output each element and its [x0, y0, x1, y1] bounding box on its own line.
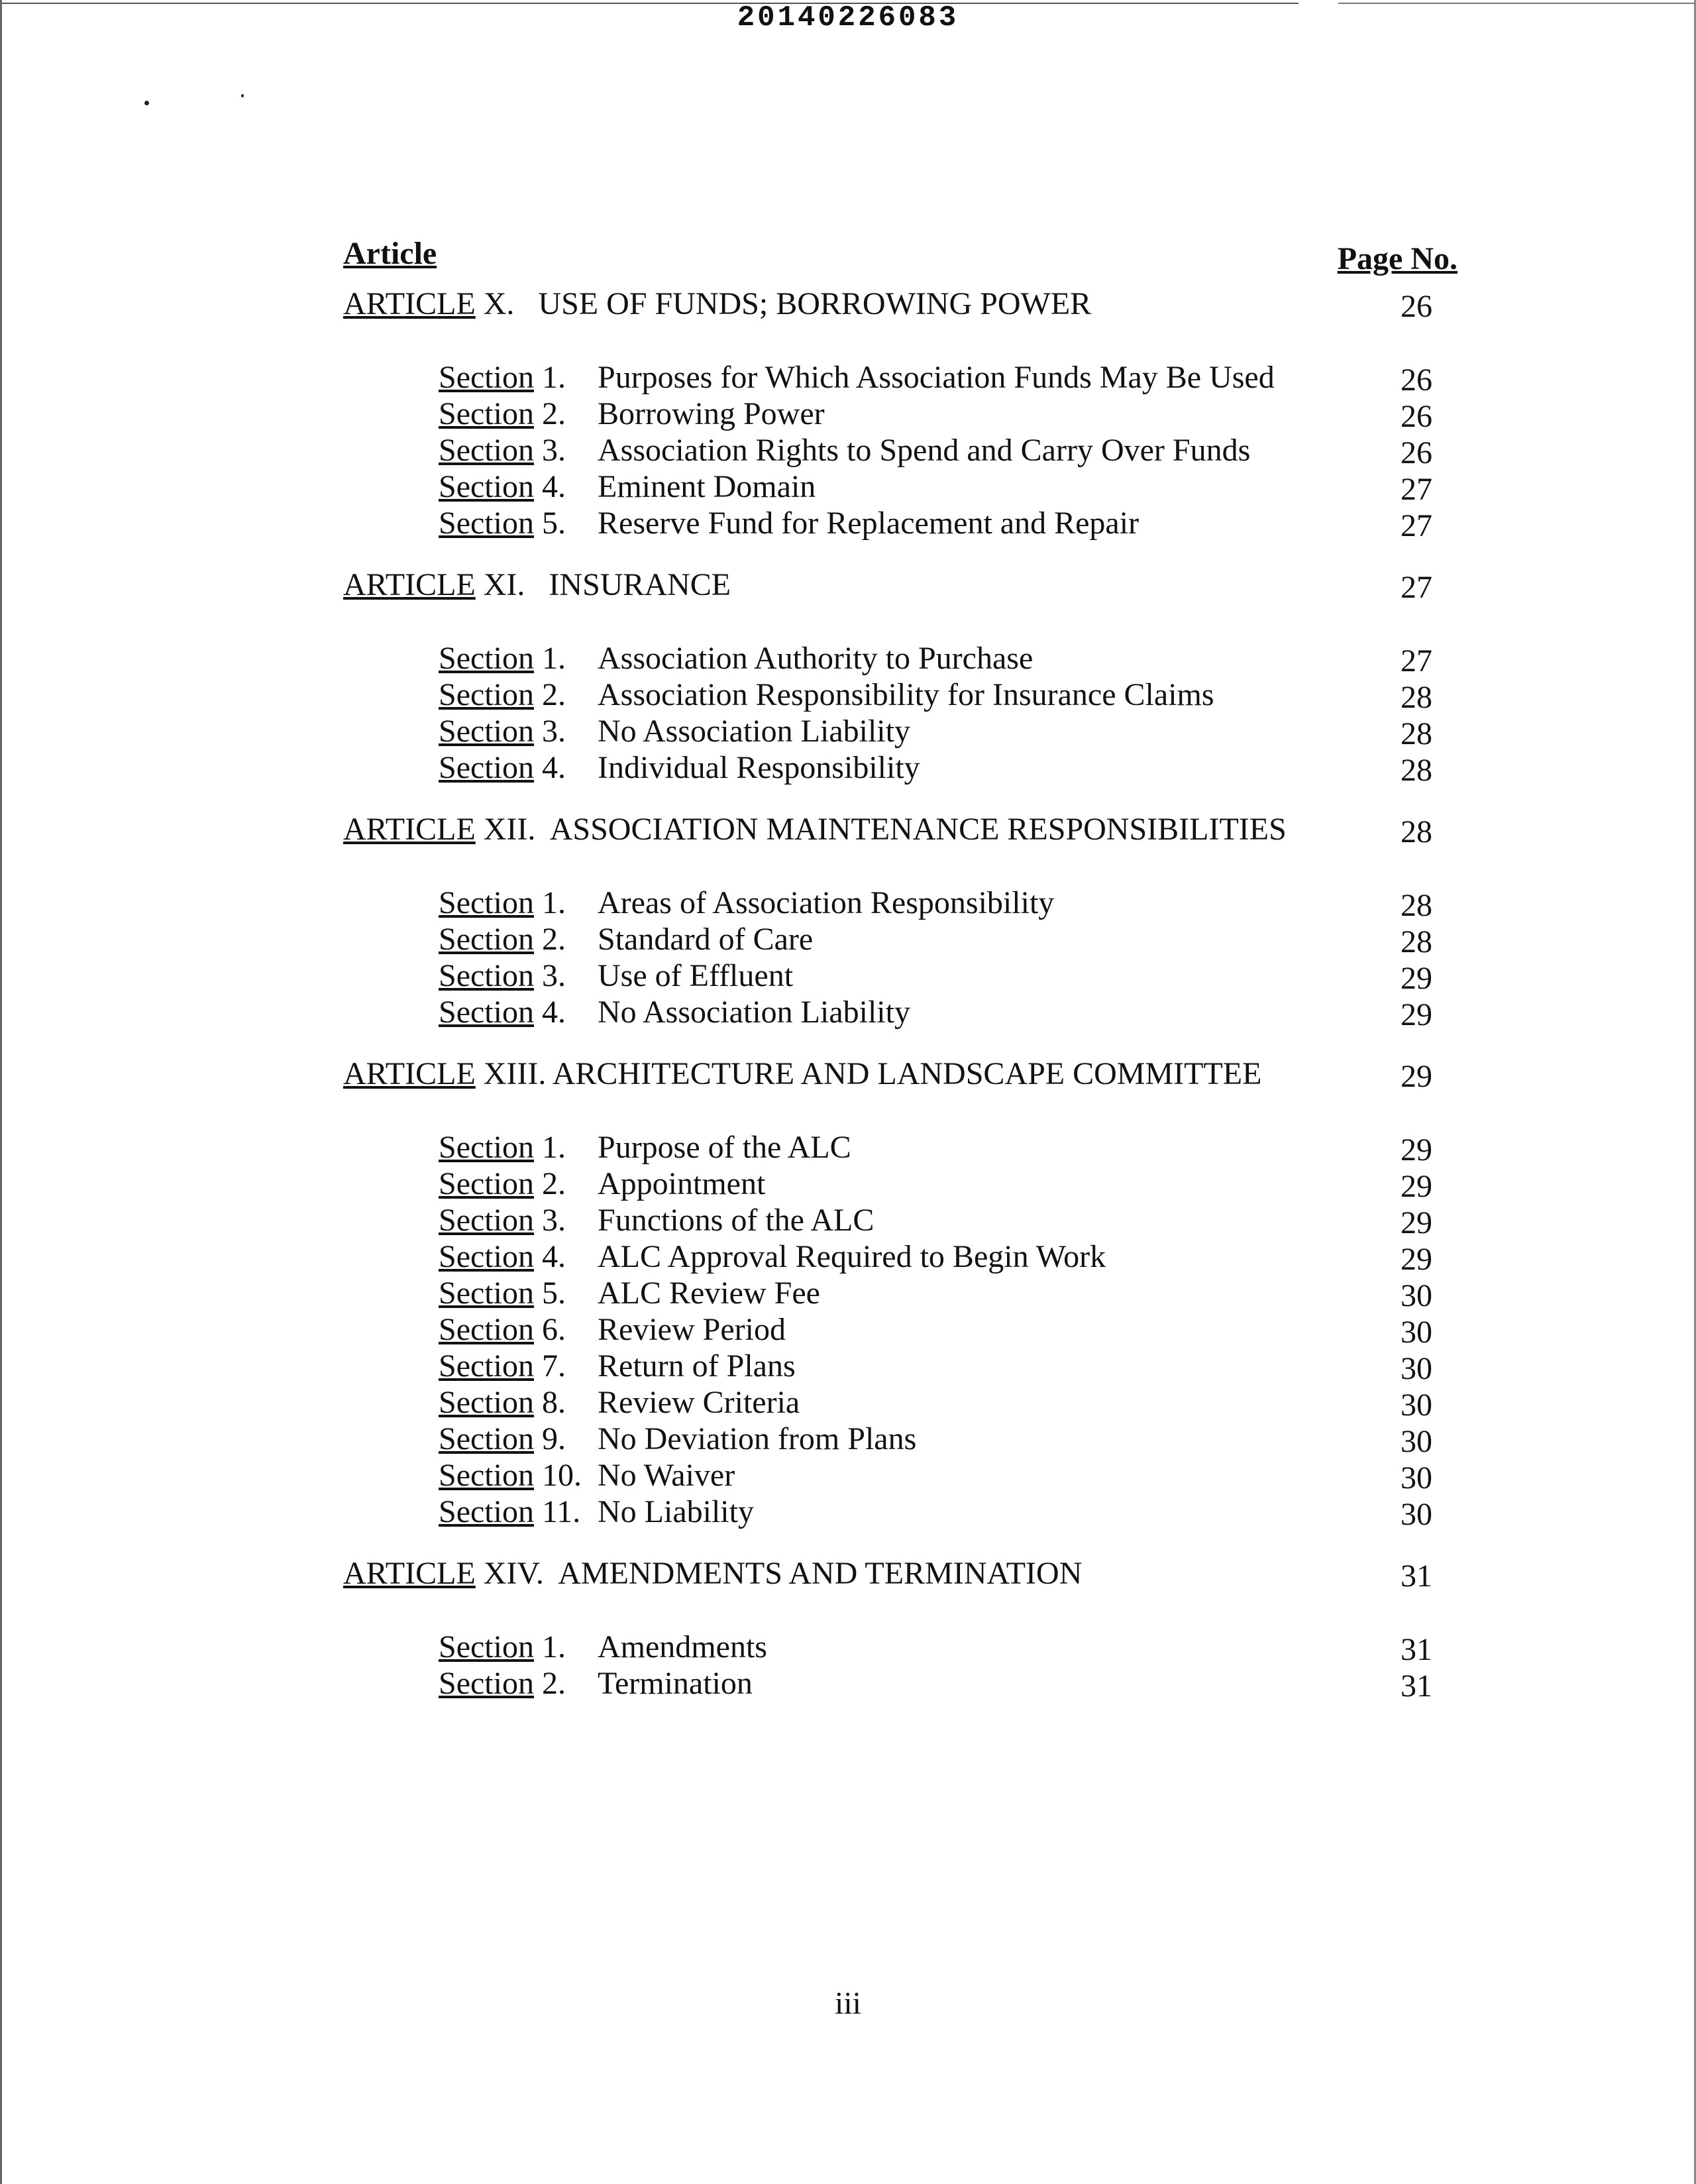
section-entry	[338, 1311, 1458, 1348]
section-entry	[338, 1384, 1458, 1421]
section-word: Section	[439, 922, 534, 957]
article-page-number: 29	[1401, 1059, 1432, 1094]
section-page-number: 29	[1401, 961, 1432, 996]
section-title: No Deviation from Plans	[598, 1421, 917, 1456]
section-number: 4.	[533, 750, 566, 785]
section-title: Termination	[598, 1666, 753, 1701]
section-label	[439, 1629, 566, 1665]
article-word: ARTICLE	[343, 567, 476, 602]
section-number: 2.	[533, 922, 566, 957]
section-number: 2.	[533, 1166, 566, 1201]
section-title: Individual Responsibility	[598, 750, 920, 785]
section-page-number: 30	[1401, 1388, 1432, 1423]
page-number-column-heading: Page No.	[1337, 241, 1458, 276]
section-entry	[338, 1629, 1458, 1665]
section-word: Section	[439, 995, 534, 1030]
section-page-number: 29	[1401, 997, 1432, 1032]
section-number: 7.	[533, 1348, 566, 1384]
section-label	[439, 957, 566, 994]
section-word: Section	[439, 641, 534, 676]
section-number: 11.	[533, 1494, 581, 1529]
section-number: 3.	[533, 958, 566, 993]
section-entry	[338, 1238, 1458, 1275]
section-number: 1.	[533, 885, 566, 920]
article-label	[343, 1555, 1082, 1592]
section-page-number: 30	[1401, 1460, 1432, 1496]
section-word: Section	[439, 1276, 534, 1311]
section-label	[439, 1421, 566, 1457]
section-word: Section	[439, 677, 534, 712]
section-entry	[338, 432, 1458, 468]
section-label	[439, 1665, 566, 1702]
section-entry	[338, 1166, 1458, 1202]
section-title: Borrowing Power	[598, 396, 825, 431]
section-title: Functions of the ALC	[598, 1203, 874, 1238]
section-entry	[338, 396, 1458, 432]
section-page-number: 31	[1401, 1668, 1432, 1704]
section-entry	[338, 885, 1458, 921]
section-label	[439, 921, 566, 957]
section-label	[439, 885, 566, 921]
section-number: 4.	[533, 469, 566, 504]
section-title: Return of Plans	[598, 1348, 796, 1384]
section-number: 4.	[533, 995, 566, 1030]
section-page-number: 30	[1401, 1424, 1432, 1459]
section-word: Section	[439, 1385, 534, 1420]
section-label	[439, 713, 566, 749]
section-number: 2.	[533, 677, 566, 712]
section-page-number: 26	[1401, 435, 1432, 470]
scan-speck	[241, 94, 244, 97]
section-number: 5.	[533, 506, 566, 541]
section-word: Section	[439, 1666, 534, 1701]
table-of-contents	[338, 235, 1458, 1702]
section-word: Section	[439, 714, 534, 749]
section-page-number: 29	[1401, 1132, 1432, 1168]
section-label	[439, 1129, 566, 1166]
section-label	[439, 1384, 566, 1421]
section-label	[439, 432, 566, 468]
section-title: No Liability	[598, 1494, 754, 1529]
section-title: Use of Effluent	[598, 958, 794, 993]
section-entry	[338, 1275, 1458, 1311]
section-number: 4.	[533, 1239, 566, 1274]
article-title: XI. INSURANCE	[475, 567, 731, 602]
section-number: 6.	[533, 1312, 566, 1347]
section-page-number: 27	[1401, 508, 1432, 543]
article-column-heading: Article	[343, 236, 437, 271]
section-label	[439, 1275, 566, 1311]
section-word: Section	[439, 750, 534, 785]
section-title: Areas of Association Responsibility	[598, 885, 1055, 920]
section-title: Review Period	[598, 1312, 786, 1347]
section-word: Section	[439, 360, 534, 395]
article-label	[343, 1056, 1261, 1092]
section-word: Section	[439, 433, 534, 468]
section-word: Section	[439, 506, 534, 541]
section-entry	[338, 1457, 1458, 1494]
section-entry	[338, 1202, 1458, 1238]
section-number: 2.	[533, 396, 566, 431]
article-word: ARTICLE	[343, 1556, 476, 1591]
section-page-number: 26	[1401, 362, 1432, 398]
page-footer-number: iii	[834, 1986, 861, 2021]
section-title: Appointment	[598, 1166, 766, 1201]
section-entry	[338, 921, 1458, 957]
section-number: 10.	[533, 1458, 582, 1493]
section-word: Section	[439, 1166, 534, 1201]
section-number: 1.	[533, 360, 566, 395]
section-word: Section	[439, 885, 534, 920]
article-word: ARTICLE	[343, 286, 476, 321]
section-title: Purposes for Which Association Funds May Be Used	[598, 360, 1275, 395]
section-page-number: 29	[1401, 1205, 1432, 1240]
section-label	[439, 505, 566, 541]
section-entry	[338, 1494, 1458, 1530]
article-word: ARTICLE	[343, 812, 476, 847]
section-label	[439, 994, 566, 1030]
section-page-number: 26	[1401, 399, 1432, 434]
section-title: Association Rights to Spend and Carry Over Funds	[598, 433, 1251, 468]
section-word: Section	[439, 1494, 534, 1529]
section-title: No Waiver	[598, 1458, 735, 1493]
section-number: 3.	[533, 714, 566, 749]
article-entry	[338, 1555, 1458, 1592]
section-entry	[338, 640, 1458, 677]
section-page-number: 29	[1401, 1169, 1432, 1204]
section-title: Eminent Domain	[598, 469, 816, 504]
section-page-number: 27	[1401, 643, 1432, 679]
section-title: Reserve Fund for Replacement and Repair	[598, 506, 1140, 541]
section-label	[439, 677, 566, 713]
section-label	[439, 359, 566, 396]
section-word: Section	[439, 1312, 534, 1347]
section-label	[439, 1311, 566, 1348]
scan-border-left	[0, 0, 2, 2184]
section-number: 9.	[533, 1421, 566, 1456]
section-label	[439, 396, 566, 432]
section-title: ALC Review Fee	[598, 1276, 820, 1311]
section-page-number: 30	[1401, 1315, 1432, 1350]
toc-body	[338, 286, 1458, 1702]
section-word: Section	[439, 1348, 534, 1384]
section-entry	[338, 359, 1458, 396]
section-title: ALC Approval Required to Begin Work	[598, 1239, 1106, 1274]
section-word: Section	[439, 958, 534, 993]
section-page-number: 27	[1401, 472, 1432, 507]
section-page-number: 28	[1401, 888, 1432, 923]
section-number: 1.	[533, 1130, 566, 1165]
section-label	[439, 1238, 566, 1275]
section-number: 5.	[533, 1276, 566, 1311]
toc-header	[338, 235, 1458, 282]
section-label	[439, 1166, 566, 1202]
article-label	[343, 811, 1287, 847]
article-entry	[338, 1056, 1458, 1092]
section-label	[439, 640, 566, 677]
article-page-number: 28	[1401, 814, 1432, 849]
section-page-number: 31	[1401, 1632, 1432, 1667]
section-title: Association Responsibility for Insurance Claims	[598, 677, 1214, 712]
section-label	[439, 749, 566, 786]
section-word: Section	[439, 469, 534, 504]
section-entry	[338, 505, 1458, 541]
section-number: 1.	[533, 641, 566, 676]
section-title: Purpose of the ALC	[598, 1130, 851, 1165]
section-page-number: 28	[1401, 680, 1432, 715]
section-entry	[338, 468, 1458, 505]
section-title: Review Criteria	[598, 1385, 800, 1420]
section-title: Standard of Care	[598, 922, 814, 957]
section-number: 1.	[533, 1629, 566, 1665]
section-entry	[338, 713, 1458, 749]
section-page-number: 28	[1401, 924, 1432, 959]
section-title: No Association Liability	[598, 714, 910, 749]
article-title: X. USE OF FUNDS; BORROWING POWER	[475, 286, 1092, 321]
section-page-number: 30	[1401, 1278, 1432, 1313]
section-entry	[338, 1421, 1458, 1457]
section-word: Section	[439, 1203, 534, 1238]
section-title: Association Authority to Purchase	[598, 641, 1034, 676]
article-title: XII. ASSOCIATION MAINTENANCE RESPONSIBILITIES	[475, 812, 1287, 847]
section-entry	[338, 994, 1458, 1030]
section-word: Section	[439, 1458, 534, 1493]
article-entry	[338, 811, 1458, 847]
article-entry	[338, 286, 1458, 322]
article-label	[343, 567, 731, 603]
article-title: XIV. AMENDMENTS AND TERMINATION	[475, 1556, 1083, 1591]
section-page-number: 30	[1401, 1351, 1432, 1386]
section-entry	[338, 749, 1458, 786]
section-number: 3.	[533, 1203, 566, 1238]
section-entry	[338, 1129, 1458, 1166]
section-number: 8.	[533, 1385, 566, 1420]
scan-speck	[144, 101, 149, 105]
section-entry	[338, 1665, 1458, 1702]
article-entry	[338, 567, 1458, 603]
section-page-number: 28	[1401, 716, 1432, 751]
article-page-number: 27	[1401, 570, 1432, 605]
article-word: ARTICLE	[343, 1056, 476, 1091]
section-title: No Association Liability	[598, 995, 910, 1030]
section-word: Section	[439, 1239, 534, 1274]
section-word: Section	[439, 1130, 534, 1165]
article-page-number: 31	[1401, 1558, 1432, 1594]
section-label	[439, 1348, 566, 1384]
section-label	[439, 1457, 582, 1494]
document-stamp-number: 20140226083	[737, 1, 959, 34]
section-word: Section	[439, 396, 534, 431]
section-page-number: 28	[1401, 753, 1432, 788]
section-label	[439, 468, 566, 505]
section-entry	[338, 1348, 1458, 1384]
article-title: XIII. ARCHITECTURE AND LANDSCAPE COMMITTEE	[475, 1056, 1262, 1091]
section-word: Section	[439, 1629, 534, 1665]
section-label	[439, 1494, 580, 1530]
section-number: 2.	[533, 1666, 566, 1701]
section-page-number: 30	[1401, 1497, 1432, 1532]
section-word: Section	[439, 1421, 534, 1456]
section-entry	[338, 957, 1458, 994]
section-page-number: 29	[1401, 1242, 1432, 1277]
section-entry	[338, 677, 1458, 713]
section-label	[439, 1202, 566, 1238]
section-number: 3.	[533, 433, 566, 468]
article-label	[343, 286, 1091, 322]
article-page-number: 26	[1401, 289, 1432, 324]
section-title: Amendments	[598, 1629, 767, 1665]
